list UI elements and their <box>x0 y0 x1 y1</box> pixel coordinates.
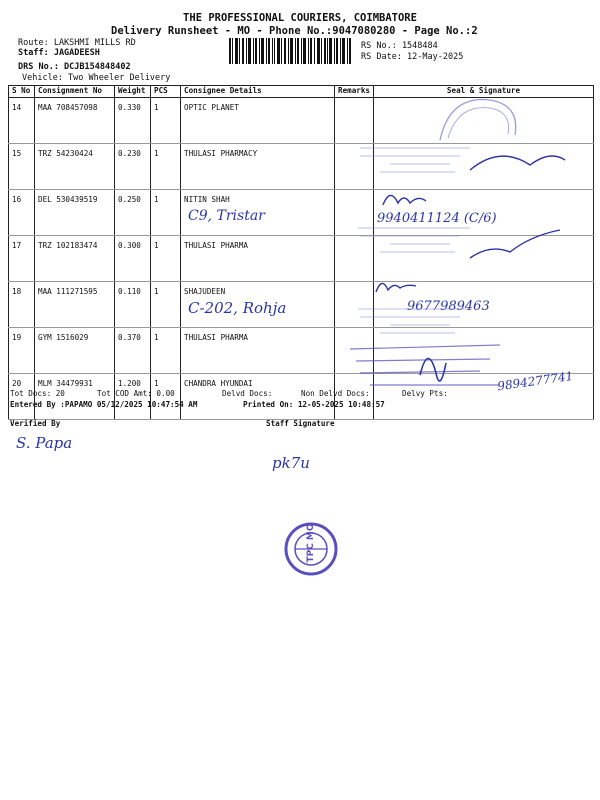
stamp-line1: TPC <box>306 543 316 563</box>
col-weight: Weight <box>115 86 151 98</box>
consignee-name: THULASI PHARMA <box>184 241 249 250</box>
hyundai-stamp-icon <box>350 303 570 399</box>
staff-handwritten-signature: pk7u <box>272 454 310 472</box>
col-sno: S No <box>9 86 35 98</box>
cell-weight: 0.110 <box>115 282 151 328</box>
cell-weight: 0.300 <box>115 236 151 282</box>
handwritten-phone: 9894277741 <box>496 368 575 394</box>
pharmacy-stamp-icon <box>350 140 570 190</box>
cell-weight: 0.230 <box>115 144 151 190</box>
consignee-name: CHANDRA HYUNDAI <box>184 379 253 388</box>
signature-icon <box>380 185 460 215</box>
entered-by: Entered By :PAPAMO 05/12/2025 10:47:54 AM <box>10 400 198 409</box>
consignee-name: THULASI PHARMA <box>184 333 249 342</box>
rs-date: RS Date: 12-May-2025 <box>361 52 464 62</box>
cell-sno: 17 <box>9 236 35 282</box>
cell-sno: 14 <box>9 98 35 144</box>
cell-consignee <box>181 98 335 144</box>
col-consignment: Consignment No <box>35 86 115 98</box>
consignee-name: OPTIC PLANET <box>184 103 239 112</box>
cell-sno: 19 <box>9 328 35 374</box>
cell-consignment: MLM 34479931 <box>35 374 115 420</box>
cell-consignee <box>181 328 335 374</box>
handwritten-phone: 9677989463 <box>407 299 490 314</box>
cell-pcs: 1 <box>151 282 181 328</box>
total-cod: Tot COD Amt: 0.00 <box>97 389 175 398</box>
cell-consignment: GYM 1516029 <box>35 328 115 374</box>
company-title: THE PROFESSIONAL COURIERS, COIMBATORE <box>183 12 417 24</box>
tpc-round-stamp <box>284 522 338 576</box>
cell-sno: 16 <box>9 190 35 236</box>
cell-sno: 15 <box>9 144 35 190</box>
col-signature: Seal & Signature <box>374 86 594 98</box>
cell-sno: 18 <box>9 282 35 328</box>
cell-sno: 20 <box>9 374 35 420</box>
handwritten-address: C9, Tristar <box>188 208 265 224</box>
handwritten-address: C-202, Rohja <box>188 299 287 317</box>
cell-consignment: MAA 111271595 <box>35 282 115 328</box>
barcode-icon <box>229 38 351 64</box>
cell-pcs: 1 <box>151 190 181 236</box>
cell-pcs: 1 <box>151 236 181 282</box>
cell-weight: 1.200 <box>115 374 151 420</box>
route-label: Route: LAKSHMI MILLS RD <box>18 38 136 48</box>
staff-signature-label: Staff Signature <box>266 419 335 428</box>
cell-consignment: MAA 708457098 <box>35 98 115 144</box>
delivery-points: Delvy Pts: <box>402 389 448 398</box>
drs-number: DRS No.: DCJB154848402 <box>18 62 131 72</box>
col-remarks: Remarks <box>335 86 374 98</box>
cell-weight: 0.370 <box>115 328 151 374</box>
col-pcs: PCS <box>151 86 181 98</box>
cell-pcs: 1 <box>151 374 181 420</box>
cell-pcs: 1 <box>151 328 181 374</box>
non-delivered-docs: Non Delvd Docs: <box>301 389 370 398</box>
consignee-name: THULASI PHARMACY <box>184 149 258 158</box>
delivered-docs: Delvd Docs: <box>222 389 273 398</box>
total-docs: Tot Docs: 20 <box>10 389 65 398</box>
signature-icon <box>372 272 422 298</box>
stamp-text-tpc <box>306 516 316 570</box>
printed-on: Printed On: 12-05-2025 10:48:57 <box>243 400 385 409</box>
cell-consignment: TRZ 54230424 <box>35 144 115 190</box>
rs-number: RS No.: 1548484 <box>361 41 438 51</box>
pharmacy-stamp-icon <box>350 222 570 266</box>
cell-consignment: TRZ 102183474 <box>35 236 115 282</box>
cell-consignee <box>181 236 335 282</box>
verified-signature: S. Papa <box>16 434 73 452</box>
runsheet-title: Delivery Runsheet - MO - Phone No.:9047080280 - Page No.:2 <box>111 25 478 37</box>
cell-consignee <box>181 190 335 236</box>
stamp-line2: MO <box>306 523 316 541</box>
verified-by-label: Verified By <box>10 419 61 428</box>
vehicle-label: Vehicle: Two Wheeler Delivery <box>22 73 171 83</box>
consignee-name: NITIN SHAH <box>184 195 230 204</box>
cell-pcs: 1 <box>151 98 181 144</box>
cell-weight: 0.330 <box>115 98 151 144</box>
cell-consignment: DEL 530439519 <box>35 190 115 236</box>
col-consignee: Consignee Details <box>181 86 335 98</box>
cell-pcs: 1 <box>151 144 181 190</box>
handwritten-phone: 9940411124 (C/6) <box>377 211 497 226</box>
cell-weight: 0.250 <box>115 190 151 236</box>
cell-consignee <box>181 144 335 190</box>
consignee-name: SHAJUDEEN <box>184 287 226 296</box>
cell-remarks <box>335 98 374 144</box>
staff-label: Staff: JAGADEESH <box>18 48 100 58</box>
cell-consignee <box>181 282 335 328</box>
